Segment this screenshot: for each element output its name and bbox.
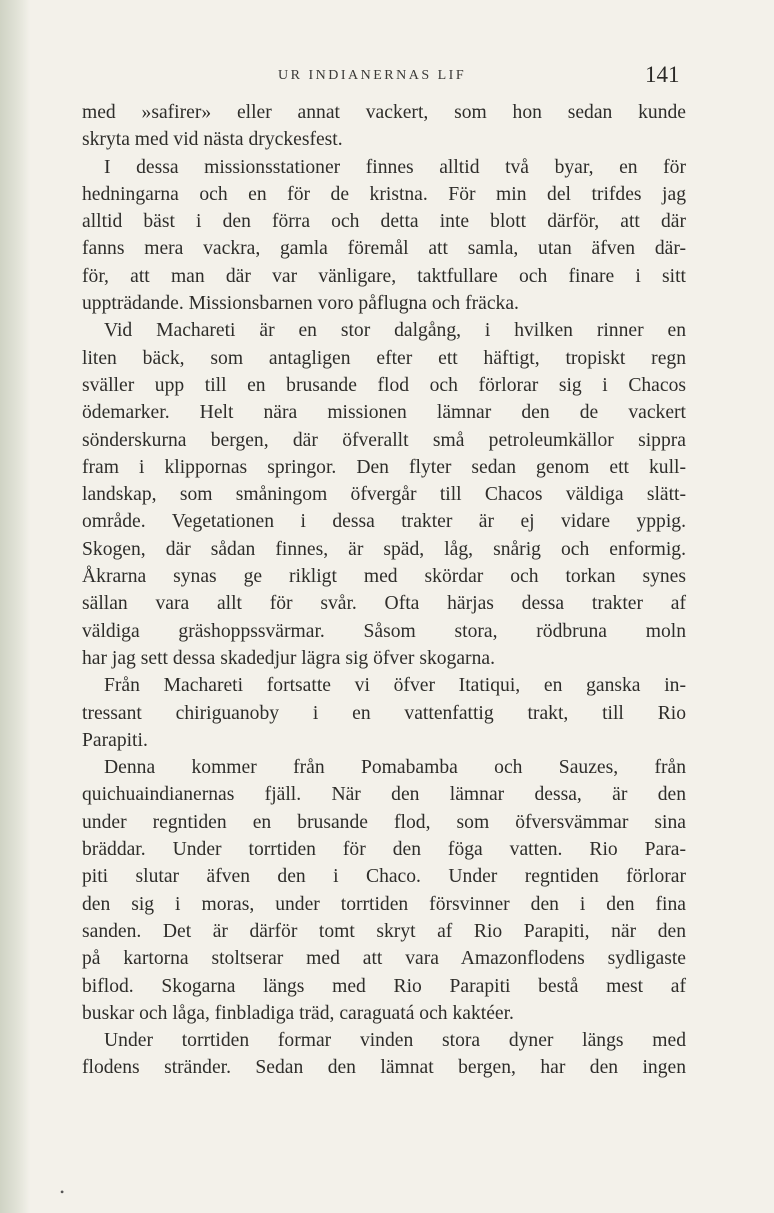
- text-line: Åkrarna synas ge rikligt med skördar och torkan synes: [82, 566, 686, 588]
- text-line: Vid Machareti är en stor dalgång, i hvilken rinner en: [104, 320, 686, 342]
- text-line: sanden. Det är därför tomt skryt af Rio Parapiti, när den: [82, 920, 686, 942]
- text-line: I dessa missionsstationer finnes alltid två byar, en för: [104, 156, 686, 178]
- text-line: Denna kommer från Pomabamba och Sauzes, från: [104, 757, 686, 779]
- text-line: Skogen, där sådan finnes, är späd, låg, snårig och enformig.: [82, 538, 686, 560]
- text-line: hedningarna och en för de kristna. För min del trifdes jag: [82, 183, 686, 205]
- text-line: väldiga gräshoppssvärmar. Såsom stora, rödbruna moln: [82, 620, 686, 642]
- text-line: under regntiden en brusande flod, som öfversvämmar sina: [82, 811, 686, 833]
- text-line: liten bäck, som antagligen efter ett häftigt, tropiskt regn: [82, 347, 686, 369]
- text-line: med »safirer» eller annat vackert, som hon sedan kunde: [82, 102, 686, 123]
- text-line: flodens stränder. Sedan den lämnat bergen, har den ingen: [82, 1057, 686, 1079]
- text-line: sväller upp till en brusande flod och förlorar sig i Chacos: [82, 374, 686, 396]
- text-line: buskar och låga, finbladiga träd, caraguatá och kaktéer.: [82, 1002, 514, 1024]
- page-gutter-shadow: [0, 0, 30, 1213]
- text-line: fanns mera vackra, gamla föremål att samla, utan äfven där-: [82, 238, 686, 260]
- footer-mark: •: [60, 1185, 65, 1199]
- text-line: alltid bäst i den förra och detta inte blott därför, att där: [82, 211, 686, 233]
- page-number: 141: [645, 62, 680, 87]
- page-header: [0, 62, 774, 92]
- text-line: skryta med vid nästa dryckesfest.: [82, 129, 343, 151]
- text-line: den sig i moras, under torrtiden försvinner den i den fina: [82, 893, 686, 915]
- text-line: piti slutar äfven den i Chaco. Under regntiden förlorar: [82, 866, 686, 888]
- text-line: sönderskurna bergen, där öfverallt små petroleumkällor sippra: [82, 429, 686, 451]
- text-line: bräddar. Under torrtiden för den föga vatten. Rio Para-: [82, 839, 686, 861]
- text-line: uppträdande. Missionsbarnen voro påflugna och fräcka.: [82, 293, 519, 315]
- text-line: quichuaindianernas fjäll. När den lämnar dessa, är den: [82, 784, 686, 806]
- text-line: ödemarker. Helt nära missionen lämnar den de vackert: [82, 402, 686, 424]
- text-line: för, att man där var vänligare, taktfullare och finare i sitt: [82, 265, 686, 287]
- text-line: har jag sett dessa skadedjur lägra sig öfver skogarna.: [82, 647, 495, 669]
- text-line: biflod. Skogarna längs med Rio Parapiti bestå mest af: [82, 975, 686, 997]
- running-title: UR INDIANERNAS LIF: [278, 68, 467, 83]
- text-line: sällan vara allt för svår. Ofta härjas dessa trakter af: [82, 593, 686, 615]
- text-line: fram i klippornas springor. Den flyter sedan genom ett kull-: [82, 456, 686, 478]
- text-line: område. Vegetationen i dessa trakter är ej vidare yppig.: [82, 511, 686, 533]
- text-line: på kartorna stoltserar med att vara Amazonflodens sydligaste: [82, 948, 686, 970]
- text-line: Parapiti.: [82, 729, 148, 751]
- body-text: [82, 99, 686, 1082]
- text-line: landskap, som småningom öfvergår till Chacos väldiga slätt-: [82, 484, 686, 506]
- text-line: Under torrtiden formar vinden stora dyner längs med: [104, 1030, 686, 1052]
- text-line: tressant chiriguanoby i en vattenfattig trakt, till Rio: [82, 702, 686, 724]
- text-line: Från Machareti fortsatte vi öfver Itatiqui, en ganska in-: [104, 675, 686, 697]
